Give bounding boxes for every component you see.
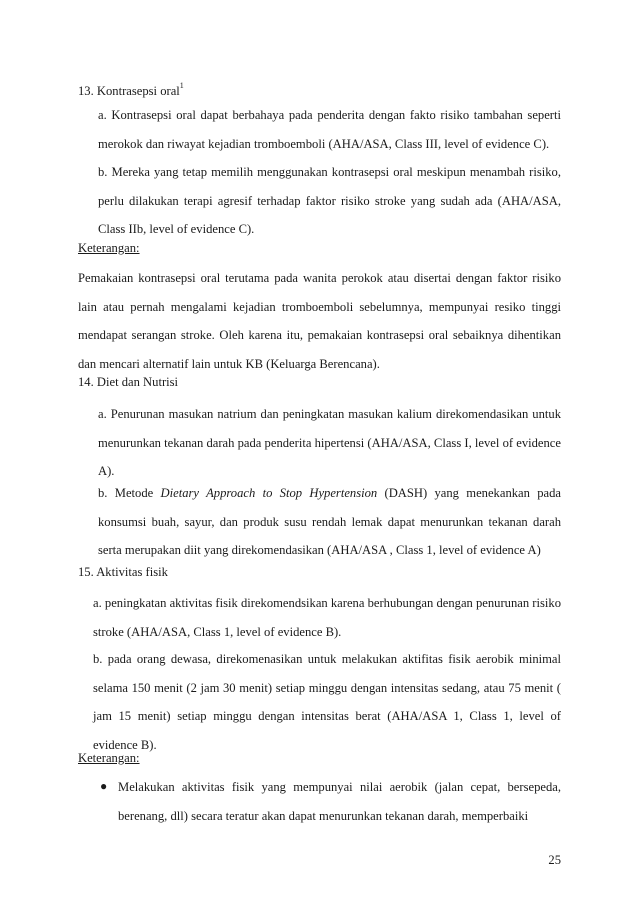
section-15-item-a: a. peningkatan aktivitas fisik direkomendsikan karena berhubungan dengan penurunan risiko stroke (AHA/ASA, Class 1, level of evidence B). [93,596,561,639]
bullet-icon: ● [100,779,108,793]
section-15-bullet-1: Melakukan aktivitas fisik yang mempunyai nilai aerobik (jalan cepat, bersepeda, berenang, dll) secara teratur akan dapat menurunkan tekanan darah, memperbaiki [118,780,561,823]
page-number: 25 [548,853,561,867]
section-13-item-b: b. Mereka yang tetap memilih menggunakan kontrasepsi oral meskipun menambah risiko, perlu dilakukan terapi agresif terhadap faktor risiko stroke yang sudah ada (AHA/ASA, Class IIb, level of evidence C). [98,165,561,236]
section-15-keterangan-label: Keterangan: [78,751,140,765]
section-14-item-a: a. Penurunan masukan natrium dan peningkatan masukan kalium direkomendasikan untuk menurunkan tekanan darah pada penderita hipertensi (AHA/ASA, Class I, level of evidence A). [98,407,561,478]
section-13-title: 13. Kontrasepsi oral [78,84,180,98]
document-page [78,0,561,902]
section-15-heading: 15. Aktivitas fisik [78,565,168,579]
section-13-keterangan-text: Pemakaian kontrasepsi oral terutama pada wanita perokok atau disertai dengan faktor risiko lain atau pernah mengalami kejadian tromboemboli sebelumnya, mempunyai resiko tinggi mendapat serangan stroke. Oleh karena itu, pemakaian kontrasepsi oral sebaiknya dihentikan dan mencari alternatif lain untuk KB (Keluarga Berencana). [78,271,561,371]
dash-term: Dietary Approach to Stop Hypertension [160,486,378,500]
section-13-keterangan-label: Keterangan: [78,241,140,255]
section-13-item-a: a. Kontrasepsi oral dapat berbahaya pada penderita dengan fakto risiko tambahan seperti merokok dan riwayat kejadian tromboemboli (AHA/ASA, Class III, level of evidence C). [98,108,561,151]
footnote-marker: 1 [179,81,184,90]
section-14-item-b: b. Metode Dietary Approach to Stop Hypertension (DASH) yang menekankan pada konsumsi buah, sayur, dan produk susu rendah lemak dapat menurunkan tekanan darah serta merupakan diit yang direkomendasikan (AHA/ASA , Class 1, level of evidence A) [98,486,561,557]
section-14-heading: 14. Diet dan Nutrisi [78,375,179,389]
section-15-item-b: b. pada orang dewasa, direkomenasikan untuk melakukan aktifitas fisik aerobik minimal selama 150 menit (2 jam 30 menit) setiap minggu dengan intensitas sedang, atau 75 menit ( jam 15 menit) setiap minggu dengan intensitas berat (AHA/ASA 1, Class 1, level of evidence B). [93,652,561,752]
